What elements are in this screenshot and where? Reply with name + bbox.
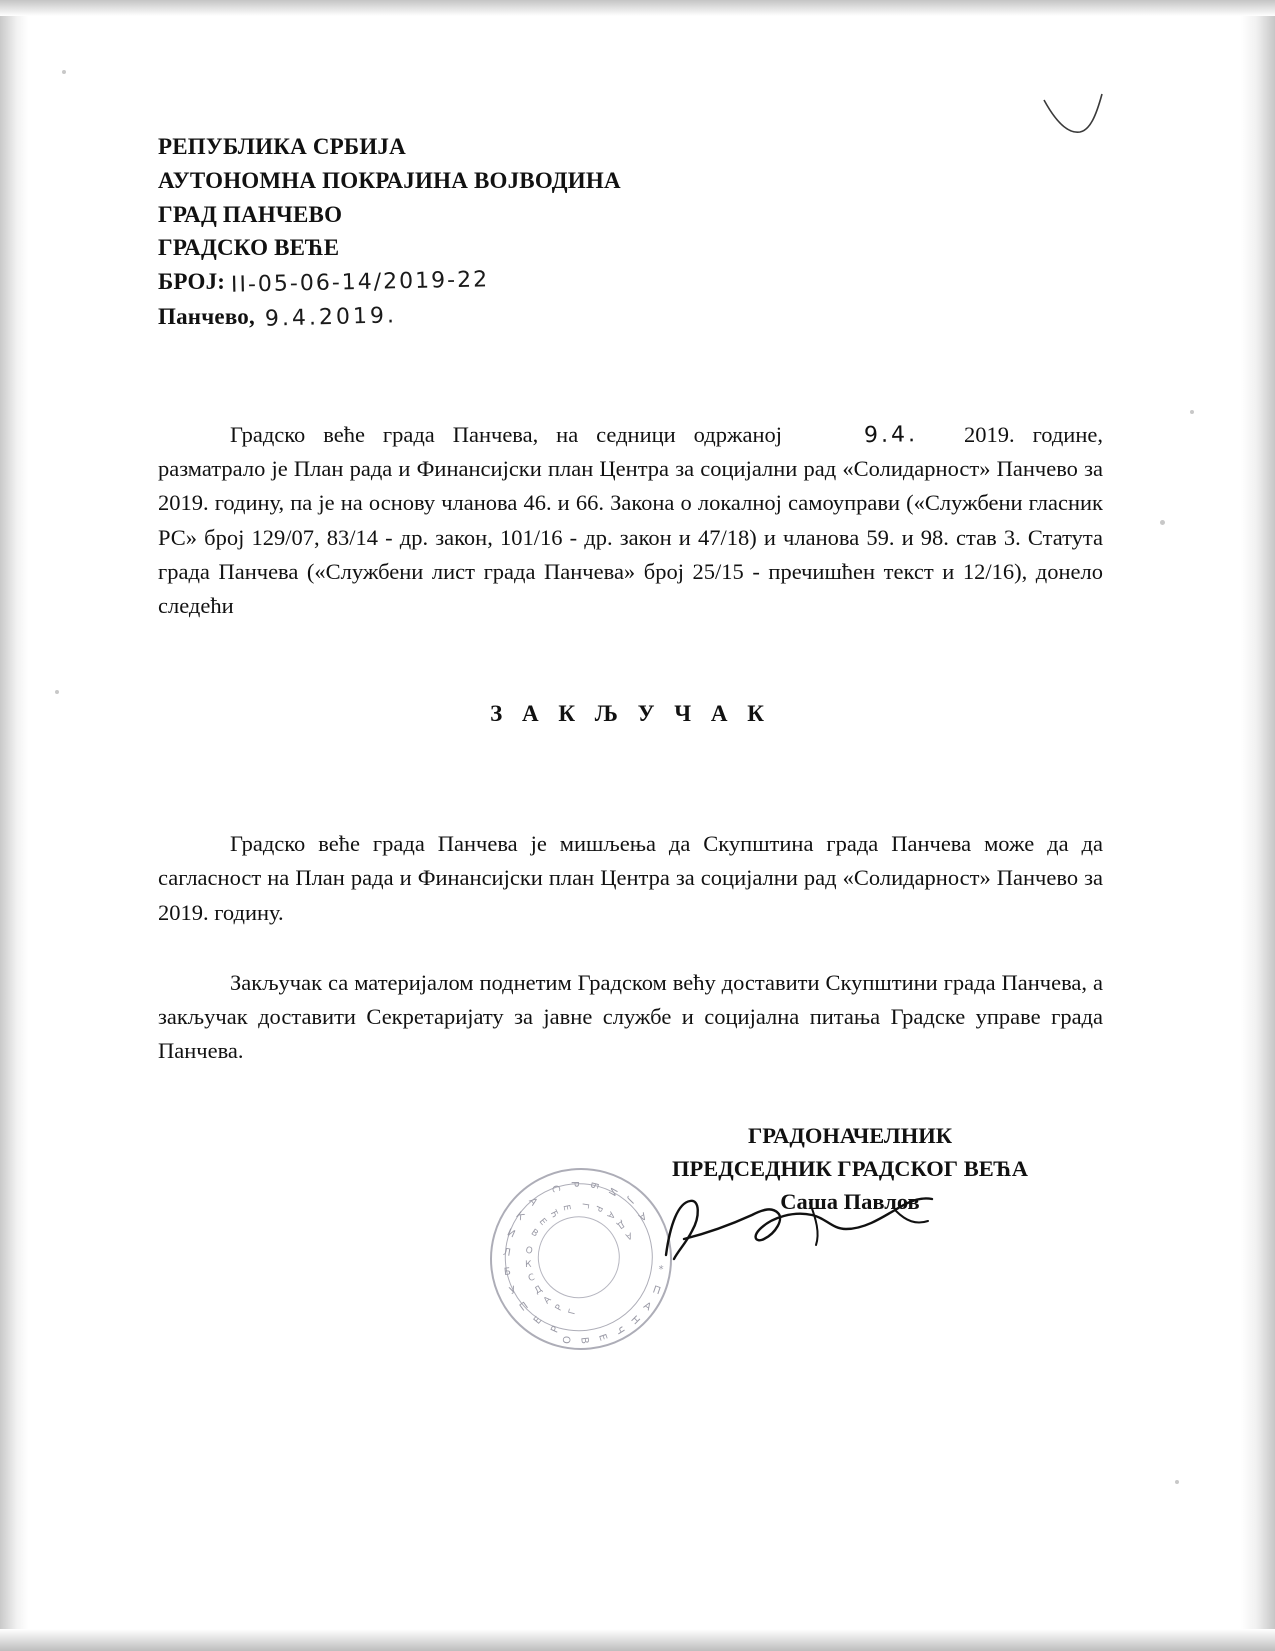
header-line-council: ГРАДСКО ВЕЋЕ <box>158 235 340 261</box>
header-line-city: ГРАД ПАНЧЕВО <box>158 201 343 227</box>
scan-speck <box>1175 1480 1179 1484</box>
scan-speck <box>55 690 59 694</box>
scan-edge-bottom <box>0 1629 1275 1651</box>
signature-title-mayor: ГРАДОНАЧЕЛНИК <box>747 1123 953 1148</box>
signature-title-council-president: ПРЕДСЕДНИК ГРАДСКОГ ВЕЋА <box>671 1155 1029 1181</box>
page-title: З А К Љ У Ч А К <box>490 701 771 727</box>
header-line-number <box>158 265 1103 299</box>
stamp-text: Р Е П У Б Л И К А С Р Б И Ј А * П А Н Ч Е В О Г Р А Д С К О В Е Ћ Е Г Р А Д А <box>502 1180 664 1345</box>
number-value-handwritten: II-05-06-14/2019-22 <box>230 267 490 298</box>
scan-speck <box>1190 410 1194 414</box>
scan-edge-right <box>1241 0 1275 1651</box>
header-line-province: АУТОНОМНА ПОКРАЈИНА ВОЈВОДИНА <box>158 167 621 193</box>
signature-name: Саша Павлов <box>780 1189 920 1215</box>
session-date-handwritten: 9.4. <box>863 422 919 448</box>
place-date-handwritten: 9.4.2019. <box>264 302 398 332</box>
intro-text-before-date: Градско веће града Панчева, на седници одржаној <box>230 421 783 447</box>
number-label: БРОЈ: <box>158 269 226 295</box>
body-paragraph-2: Закључак са материјалом поднетим Градском већу доставити Скупштини града Панчева, а закључак доставити Секретаријату за јавне службе и социјална питања Градске управе града Панчева. <box>158 969 1103 1064</box>
body-paragraph-1: Градско веће града Панчева је мишљења да Скупштина града Панчева може да да сагласност на План рада и Финансијски план Центра за социјални рад «Солидарност» Панчево за 2019. годину. <box>158 831 1103 925</box>
official-stamp <box>481 1159 681 1359</box>
scan-speck <box>62 70 66 74</box>
handwritten-signature <box>660 1185 940 1275</box>
scan-speck <box>1160 520 1165 525</box>
document-content <box>158 130 1103 1068</box>
intro-text <box>158 418 1103 623</box>
scan-edge-left <box>0 0 28 1651</box>
header-line-place-date <box>158 300 1103 334</box>
intro-text-after-date: 2019. године, разматрало је План рада и Финансијски план Центра за социјални рад «Солидарност» Панчево за 2019. годину, па је на основу чланова 46. и 66. Закона о локалној самоуправи («Службени гласник РС» број 129/07, 83/14 - др. закон, 101/16 - др. закон и 47/18) и чланова 59. и 98. став 3. Статута града Панчева («Службени лист града Панчева» број 25/15 - пречишћен текст и 12/16), донело следећи <box>158 421 1103 619</box>
header-line-country: РЕПУБЛИКА СРБИЈА <box>158 134 406 159</box>
document-header <box>158 130 1103 334</box>
scan-edge-top <box>0 0 1275 16</box>
intro-paragraph <box>158 418 1103 623</box>
place-label: Панчево, <box>158 303 255 329</box>
